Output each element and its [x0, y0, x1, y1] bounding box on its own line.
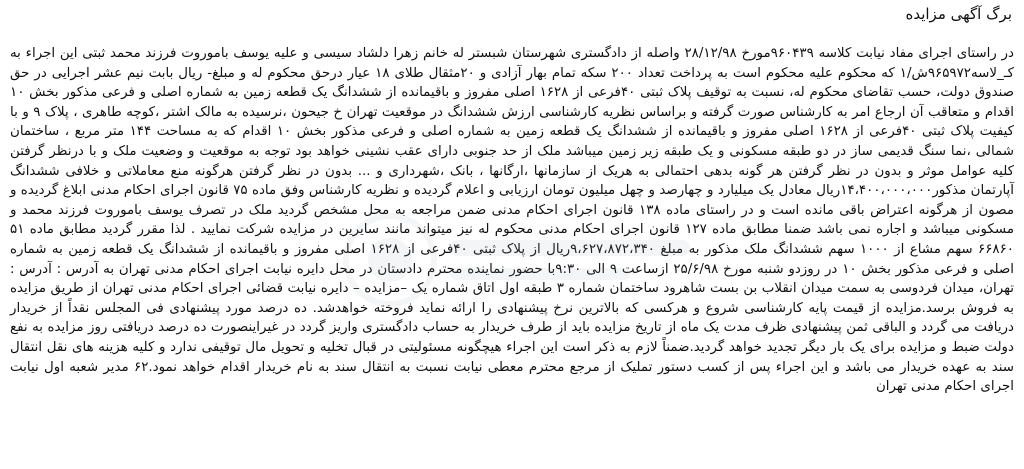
notice-title: برگ آگهی مزایده	[905, 5, 1012, 23]
notice-body: در راستای اجرای مفاد نیابت کلاسه ۹۶۰۴۳۹مورخ ۲۸/۱۲/۹۸ واصله از دادگستری شهرستان شبستر له خانم زهرا دلشاد سیسی و علیه یوسف باموروت فرزند محمد ثبتی این اجراء به کـ_لاسه۹۶۵۹۷۲ش/۱ که محکوم علیه محکوم است به پرداخت تعداد ۲۰۰ سکه تمام بهار آزادی و ۲۰مثقال طلای ۱۸ عیار درحق محکوم له و مبلغ- ریال بابت نیم عشر اجرایی در حق صندوق دولت، حسب تقاضای محکوم له، نسبت به توقیف پلاک ثبتی ۴۰فرعی از ۱۶۲۸ اصلی مفروز و باقیمانده از ششدانگ یک قطعه زمین به شماره اصلی و فرعی مذکور بخش ۱۰ اقدام و متعاقب آن ارجاع امر به کارشناس صورت گرفته و براساس نظریه کارشناسی ارزش ششدانگ در موقعیت تهران خ جیحون ،نرسیده به مالک اشتر ،کوچه طاهری ، پلاک ۹ و با کیفیت پلاک ثبتی ۴۰فرعی از ۱۶۲۸ اصلی مفروز و باقیمانده از ششدانگ یک قطعه زمین به شماره اصلی و فرعی مذکور بخش ۱۰ اقدام که به مساحت ۱۴۴ متر مربع ، ساختمان شمالی ،نما سنگ قدیمی ساز در دو طبقه مسکونی و یک طبقه زیر زمین میباشد ملک از حد جنوبی دارای عقب نشینی خواهد بود توجه به موقعیت و وضعیت ملک و با درنظر گرفتن کلیه عوامل موثر و بدون در نظر گرفتن هر گونه بدهی احتمالی به هریک از سازمانها ،ارگانها ، بانک ،شهرداری و ... بدون در نظر گرفتن هرگونه منع معاملاتی و خلافی ششدانگ آپارتمان مذکور۱۴،۴۰۰،۰۰۰،۰۰۰ریال معادل یک میلیارد و چهارصد و چهل میلیون تومان ارزیابی و اعلام گردیده و نظریه کارشناس وفق ماده ۷۵ قانون اجرای احکام مدنی ابلاغ گردیده و مصون از هرگونه اعتراض باقی مانده است و در راستای ماده ۱۳۸ قانون اجرای احکام مدنی ضمن مراجعه به محل مشخص گردید ملک در تصرف یوسف باموروت فرزند محمد و مسکونی میباشد و اجاره نمی باشد ضمنا مطابق ماده ۱۲۷ قانون اجرای احکام مدنی محکوم له نیز میتواند مانند سایرین در مزایده شرکت نمایید . لذا مقرر گردید مطابق ماده ۵۱ ۶۶۸۶۰ سهم مشاع از ۱۰۰۰ سهم ششدانگ ملک مذکور به مبلغ ۹،۶۲۷،۸۷۲،۳۴۰ریال از پلاک ثبتی ۴۰فرعی از ۱۶۲۸ اصلی مفروز و باقیمانده از ششدانگ یک قطعه زمین به شماره اصلی و فرعی مذکور بخش ۱۰ در روزدو شنبه مورخ ۲۵/۶/۹۸ ازساعت ۹ الی ۹:۳۰با حضور نماینده محترم دادستان در محل دایره نیابت اجرای احکام مدنی تهران به آدرس : آدرس : تهران، میدان فردوسی به سمت میدان انقلاب بن بست شاهرود ساختمان شماره ۳ طبقه اول اتاق شماره یک –مزایده – دایره نیابت قضائی اجرای احکام مدنی تهران از طریق مزایده به فروش برسد.مزایده از قیمت پایه کارشناسی شروع و هرکسی که بالاترین نرخ پیشنهادی را ارائه نماید فروخته خواهدشد. ده درصد مورد پیشنهادی فی المجلس نقداً از خریدار دریافت می گردد و الباقی ثمن پیشنهادی ظرف مدت یک ماه از تاریخ مزایده باید از طرف خریدار به حساب دادگستری واریز گردد در غیراینصورت ده درصد دریافتی روز مزایده به نفع دولت ضبط و مزایده برای یک بار دیگر تجدید خواهد گردید.ضمناً لازم به ذکر است این اجراء هیچگونه مسئولیتی در قبال تخلیه و تحویل مال توقیفی ندارد و کلیه هزینه های نقل انتقال سند به عهده خریدار می باشد و این اجراء پس از کسب دستور تملیک از مرجع محترم معطی نیابت نسبت به انتقال سند به نام خریدار اقدام خواهد نمود.۶۲ مدیر شعبه اول نیابت اجرای احکام مدنی تهران	[10, 46, 1015, 395]
